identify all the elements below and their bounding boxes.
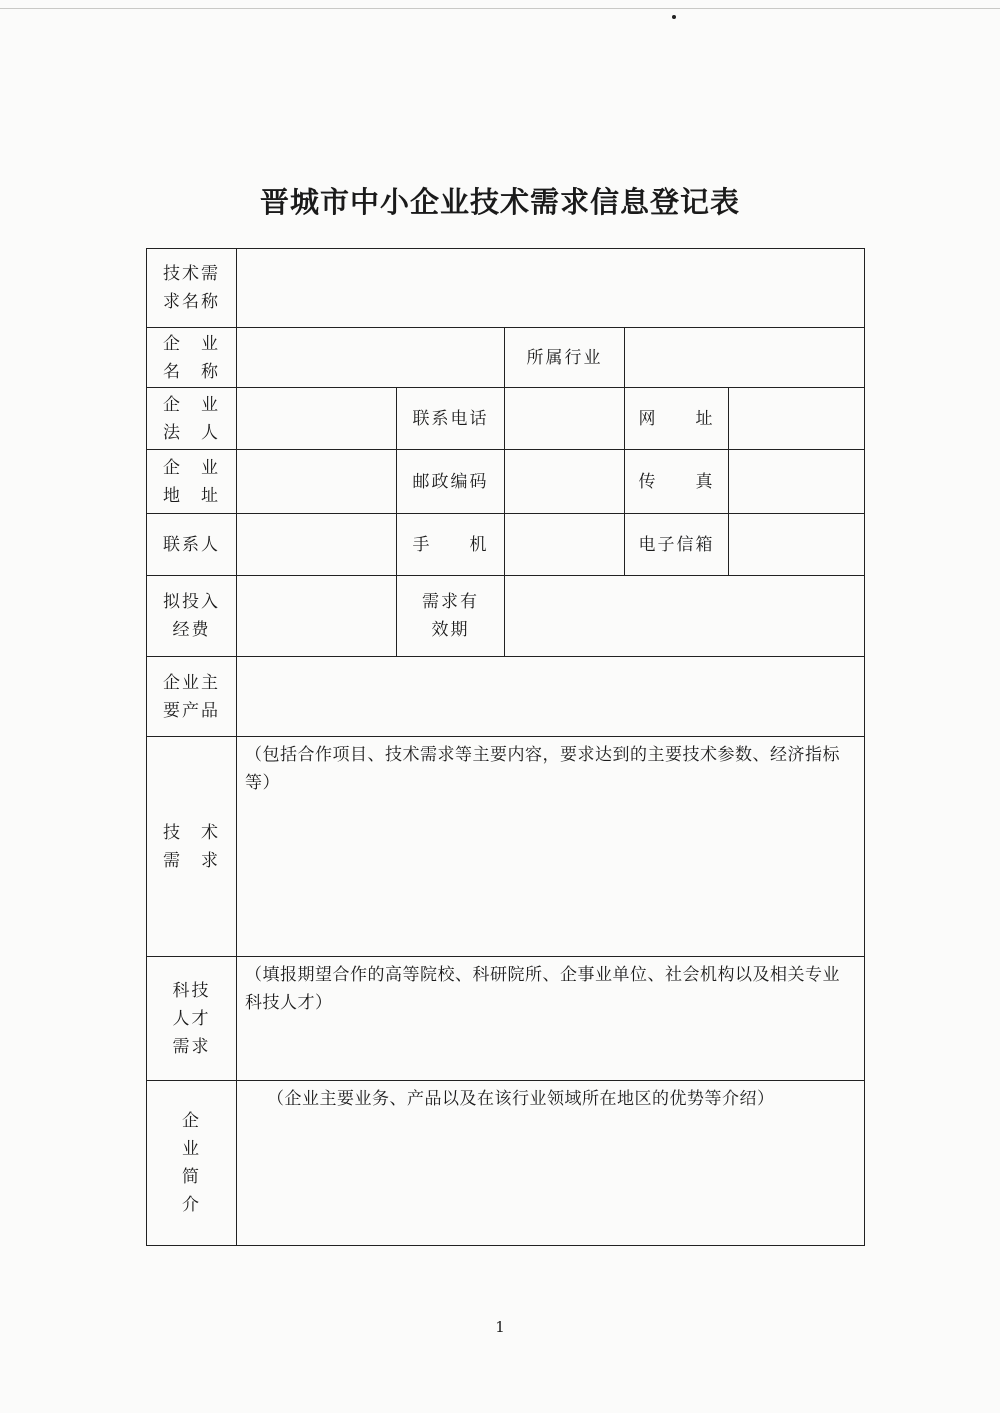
row-tech-need [147, 737, 865, 957]
label-fax: 传 真 [625, 450, 729, 514]
label-investment: 拟投入 经费 [147, 576, 237, 657]
field-tech-need[interactable] [237, 737, 865, 957]
field-tech-name[interactable] [237, 249, 865, 328]
field-investment[interactable] [237, 576, 397, 657]
field-website[interactable] [729, 388, 865, 450]
field-contact[interactable] [237, 514, 397, 576]
form-title: 晋城市中小企业技术需求信息登记表 [259, 185, 740, 219]
field-phone[interactable] [505, 388, 625, 450]
label-products: 企业主 要产品 [147, 657, 237, 737]
row-talent-need [147, 957, 865, 1081]
label-email: 电子信箱 [625, 514, 729, 576]
field-validity[interactable] [505, 576, 865, 657]
row-legal-rep [147, 388, 865, 450]
tech-need-instructions: （包括合作项目、技术需求等主要内容，要求达到的主要技术参数、经济指标等） [245, 745, 840, 793]
label-postcode: 邮政编码 [397, 450, 505, 514]
registration-form-table [146, 248, 865, 1246]
label-industry: 所属行业 [505, 328, 625, 388]
scan-speck [672, 15, 676, 19]
label-profile: 企 业 简 介 [147, 1081, 237, 1246]
profile-instructions: （企业主要业务、产品以及在该行业领域所在地区的优势等介绍） [267, 1089, 775, 1109]
field-company-name[interactable] [237, 328, 505, 388]
row-investment [147, 576, 865, 657]
row-tech-name [147, 249, 865, 328]
field-postcode[interactable] [505, 450, 625, 514]
label-contact: 联系人 [147, 514, 237, 576]
field-legal-rep[interactable] [237, 388, 397, 450]
field-email[interactable] [729, 514, 865, 576]
page-number: 1 [495, 1318, 505, 1336]
field-mobile[interactable] [505, 514, 625, 576]
row-contact [147, 514, 865, 576]
field-fax[interactable] [729, 450, 865, 514]
field-industry[interactable] [625, 328, 865, 388]
field-profile[interactable] [237, 1081, 865, 1246]
talent-need-instructions: （填报期望合作的高等院校、科研院所、企事业单位、社会机构以及相关专业科技人才） [245, 965, 840, 1013]
label-tech-need: 技 术 需 求 [147, 737, 237, 957]
row-company-name [147, 328, 865, 388]
field-talent-need[interactable] [237, 957, 865, 1081]
field-address[interactable] [237, 450, 397, 514]
row-profile [147, 1081, 865, 1246]
label-talent-need: 科技 人才 需求 [147, 957, 237, 1081]
scan-edge [0, 8, 1000, 9]
label-tech-name: 技术需 求名称 [147, 249, 237, 328]
label-company-name: 企 业 名 称 [147, 328, 237, 388]
row-products [147, 657, 865, 737]
label-address: 企 业 地 址 [147, 450, 237, 514]
label-mobile: 手 机 [397, 514, 505, 576]
field-products[interactable] [237, 657, 865, 737]
row-address [147, 450, 865, 514]
label-website: 网 址 [625, 388, 729, 450]
label-validity: 需求有 效期 [397, 576, 505, 657]
label-legal-rep: 企 业 法 人 [147, 388, 237, 450]
label-phone: 联系电话 [397, 388, 505, 450]
